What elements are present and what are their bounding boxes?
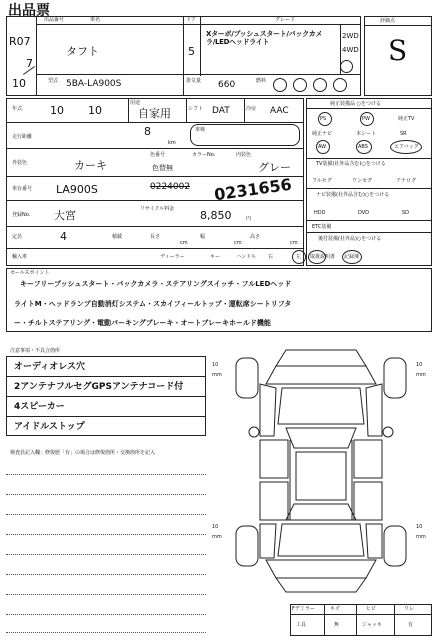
fuel-options bbox=[265, 76, 353, 94]
legend-r1-c3: ヒビ bbox=[366, 606, 377, 612]
capacity-value: 8 bbox=[144, 125, 151, 138]
left-label: 左 bbox=[296, 254, 302, 260]
year-value: 10 bbox=[50, 104, 64, 117]
eq-tv: 純正TV bbox=[398, 116, 415, 122]
equipment-header: 純正装備品 ○をつける bbox=[330, 101, 381, 107]
legend-line bbox=[290, 614, 432, 615]
dotline-6 bbox=[6, 574, 206, 575]
front-door-right bbox=[354, 440, 382, 478]
lot-month-top: 7 bbox=[26, 57, 33, 70]
model-value: 5BA-LA900S bbox=[66, 79, 122, 89]
height-label: 高さ bbox=[250, 234, 261, 240]
mileage-label: 走行距離 bbox=[12, 134, 33, 140]
body-color-label: 外装色 bbox=[12, 160, 28, 166]
mm-label-3: 10 bbox=[212, 524, 219, 530]
eq-pw: PW bbox=[362, 116, 370, 122]
legend-vline-3 bbox=[394, 604, 395, 636]
shift-value: DAT bbox=[212, 106, 230, 116]
ac-label: 冷房 bbox=[246, 106, 257, 112]
plate-value: 大宮 bbox=[54, 209, 76, 222]
rear-bumper bbox=[266, 560, 376, 578]
recorder-header: 後付装備(社外品)○をつける bbox=[318, 236, 382, 242]
right-label: 右 bbox=[268, 254, 274, 260]
eq-line-5 bbox=[306, 232, 432, 233]
dealer-label: ディーラー bbox=[160, 254, 185, 260]
selling-line-2: ライトM・ヘッドランプ自動消灯システム・スカイフィールトップ・運転席シートリフタ bbox=[14, 300, 292, 308]
inspection-box: 車検 bbox=[190, 124, 300, 146]
key-label: キー bbox=[210, 254, 221, 260]
eq-navi: 純正ナビ bbox=[312, 131, 333, 137]
legend-r1-c1: Fデミラー bbox=[292, 606, 315, 612]
mileage-unit: km bbox=[168, 140, 176, 146]
doors-label: ドア bbox=[186, 17, 196, 23]
color-no-label: 色番号 bbox=[150, 152, 166, 158]
eq-line-4 bbox=[306, 220, 432, 221]
notes-line-2 bbox=[6, 396, 206, 397]
front-fender-left bbox=[260, 384, 276, 436]
tv-oneseg: ワンセグ bbox=[352, 178, 373, 184]
score-divider bbox=[364, 25, 432, 26]
dotline-9 bbox=[6, 632, 206, 633]
windshield bbox=[286, 428, 356, 448]
plate-label: 登録No. bbox=[12, 212, 31, 218]
loading-label: 積載 bbox=[112, 234, 123, 240]
navi-dvd: DVD bbox=[358, 210, 370, 216]
selling-points-label: セールスポイント bbox=[10, 270, 50, 276]
tire-front-right bbox=[384, 358, 406, 398]
month-value: 10 bbox=[88, 104, 102, 117]
eq-airbag: エアバッグ bbox=[394, 144, 419, 150]
dotline-2 bbox=[6, 494, 206, 495]
tire-rear-right bbox=[384, 526, 406, 566]
grade-label: グレード bbox=[275, 17, 296, 23]
specs-vline-2 bbox=[186, 98, 187, 122]
navi-header: ナビ装備(社外品含む)○をつける bbox=[316, 192, 390, 198]
legend-r2-c1: 工具 bbox=[296, 622, 307, 628]
specs-row-line-1 bbox=[6, 122, 304, 123]
rear-fender-right bbox=[366, 524, 382, 558]
legend-r2-c2: 無 bbox=[334, 622, 340, 628]
header-vline-3 bbox=[200, 16, 201, 76]
usage-value: 自家用 bbox=[138, 107, 171, 120]
specs-row-line-3 bbox=[6, 176, 304, 177]
mm-unit-1: mm bbox=[212, 372, 222, 378]
header-divider-2 bbox=[36, 74, 361, 75]
interior-color-value: グレー bbox=[258, 161, 291, 174]
ac-value: AAC bbox=[270, 106, 289, 116]
legend-vline-1 bbox=[324, 604, 325, 636]
note-3: 4スピーカー bbox=[14, 402, 65, 412]
misc-record: 記録簿 bbox=[344, 254, 360, 260]
score-value: S bbox=[388, 34, 408, 67]
note-2: 2アンテナフルセグGPSアンテナコード付 bbox=[14, 382, 184, 392]
legend-r1-c2: キズ bbox=[330, 606, 340, 612]
notes-line-3 bbox=[6, 416, 206, 417]
usage-label: 用途 bbox=[130, 100, 141, 106]
chassis-crossed: 0224002 bbox=[150, 182, 191, 192]
roof bbox=[296, 452, 346, 500]
width-label: 幅 bbox=[200, 234, 206, 240]
eq-abs: ABS bbox=[358, 144, 368, 150]
eq-seat: 本シート bbox=[356, 131, 377, 137]
legend-r1-c4: ワレ bbox=[404, 606, 415, 612]
displacement-value: 660 bbox=[218, 80, 236, 90]
mm-unit-3: mm bbox=[212, 534, 222, 540]
navi-hdd: HDD bbox=[314, 210, 326, 216]
mm-label-1: 10 bbox=[212, 362, 219, 368]
rear-door-left bbox=[260, 482, 288, 520]
doors-value: 5 bbox=[188, 45, 195, 58]
wd4-label: 4WD bbox=[342, 46, 359, 54]
interior-color-label: 内装色 bbox=[236, 152, 252, 158]
eq-line-3 bbox=[306, 188, 432, 189]
extra-label: 検査員記入欄：修復歴「有」の場合は修復箇所・交換箇所を記入 bbox=[10, 450, 156, 456]
tv-header: TV装備(社外品含む)○をつける bbox=[316, 161, 386, 167]
fuel-circle bbox=[340, 60, 353, 73]
legend-vline-2 bbox=[356, 604, 357, 636]
chassis-handwritten: 0231656 bbox=[213, 174, 293, 205]
fuel-label: 燃料 bbox=[256, 78, 267, 84]
eq-line-2 bbox=[306, 158, 432, 159]
grade-value: Xターボ/プッシュスタート/バックカメラ/LEDヘッドライト bbox=[206, 30, 323, 46]
recycle-value: 8,850 bbox=[200, 209, 232, 222]
form-title: 出品票 bbox=[8, 3, 50, 19]
tv-analog: アナログ bbox=[396, 178, 417, 184]
mm-label-4: 10 bbox=[416, 524, 423, 530]
tv-fullseg: フルセグ bbox=[312, 178, 332, 184]
rear-door-right bbox=[354, 482, 382, 520]
mm-label-2: 10 bbox=[416, 362, 423, 368]
legend-r2-c4: 有 bbox=[408, 622, 414, 628]
car-diagram bbox=[226, 344, 416, 600]
tire-rear-left bbox=[236, 526, 258, 566]
front-bumper bbox=[276, 350, 366, 366]
rear-fender-left bbox=[260, 524, 276, 558]
dotline-4 bbox=[6, 534, 206, 535]
dotline-8 bbox=[6, 614, 206, 615]
hood bbox=[278, 388, 364, 424]
notes-line-1 bbox=[6, 376, 206, 377]
specs-row-line-2 bbox=[6, 148, 304, 149]
tire-front-left bbox=[236, 358, 258, 398]
selling-line-3: ー・チルトステアリング・電動パーキングブレーキ・オートブレーキホールド機能 bbox=[14, 319, 271, 327]
back-door bbox=[278, 524, 364, 556]
dotline-3 bbox=[6, 514, 206, 515]
dotline-1 bbox=[6, 474, 206, 475]
notes-label: 注意事項・不具合箇所 bbox=[10, 348, 61, 354]
header-vline-2 bbox=[183, 16, 184, 96]
specs-vline-3 bbox=[244, 98, 245, 122]
specs-row-line-5 bbox=[6, 226, 304, 227]
front-fender-right bbox=[366, 384, 382, 436]
car-name-value: タフト bbox=[66, 45, 99, 58]
wd2-label: 2WD bbox=[342, 32, 359, 40]
handle-label: ハンドル bbox=[236, 254, 257, 260]
eq-line-1 bbox=[306, 108, 432, 109]
misc-manual: 取扱説明書 bbox=[310, 254, 336, 260]
eq-sr: SR bbox=[400, 131, 407, 137]
year-label: 年式 bbox=[12, 106, 23, 112]
note-1: オーディオレス穴 bbox=[14, 362, 86, 372]
model-label: 型式 bbox=[48, 78, 59, 84]
eq-ps: PS bbox=[320, 116, 327, 122]
chassis-label: 車台番号 bbox=[12, 186, 33, 192]
navi-sd: SD bbox=[402, 210, 410, 216]
length-label: 長さ bbox=[150, 234, 161, 240]
width-unit: cm bbox=[234, 240, 242, 246]
front-door-left bbox=[260, 440, 288, 478]
header-divider bbox=[36, 24, 361, 25]
mirror-left bbox=[249, 427, 259, 437]
sale-label: 輸入車 bbox=[12, 254, 28, 260]
displacement-label: 排気量 bbox=[186, 78, 202, 84]
rear-glass bbox=[286, 504, 356, 520]
lot-number: R07 bbox=[9, 35, 31, 48]
recycle-unit: 円 bbox=[246, 216, 252, 222]
color-change-label: カラーNo. bbox=[192, 152, 216, 158]
note-4: アイドルストップ bbox=[14, 422, 85, 432]
seats-label: 定員 bbox=[12, 234, 23, 240]
mirror-right bbox=[383, 427, 393, 437]
shift-label: シフト bbox=[188, 106, 204, 112]
legend-r2-c3: ジャッキ bbox=[362, 622, 382, 628]
mm-unit-2: mm bbox=[416, 372, 426, 378]
chassis-value: LA900S bbox=[56, 183, 98, 196]
body-color-value: カーキ bbox=[74, 159, 107, 172]
seats-value: 4 bbox=[60, 230, 67, 243]
dotline-5 bbox=[6, 554, 206, 555]
eq-aw: AW bbox=[318, 144, 327, 150]
specs-row-line-4 bbox=[6, 200, 304, 201]
score-label: 評価点 bbox=[380, 18, 396, 24]
lot-month-bottom: 10 bbox=[12, 77, 26, 90]
specs-row-line-6 bbox=[6, 248, 304, 249]
header-vline-1 bbox=[36, 16, 37, 96]
length-unit: cm bbox=[180, 240, 188, 246]
mm-unit-4: mm bbox=[416, 534, 426, 540]
lot-no-label: 出品番号 bbox=[44, 17, 65, 23]
recycle-label: リサイクル料金 bbox=[140, 206, 175, 212]
car-name-label: 車名 bbox=[90, 17, 101, 23]
dotline-7 bbox=[6, 594, 206, 595]
etc-label: ETC装備 bbox=[312, 224, 332, 230]
height-unit: cm bbox=[290, 240, 298, 246]
specs-vline-1 bbox=[128, 98, 129, 122]
color-value: 色替無 bbox=[152, 164, 173, 172]
selling-line-1: キーフリープッシュスタート・バックカメラ・ステアリングスイッチ・フルLEDヘッド bbox=[20, 280, 292, 288]
